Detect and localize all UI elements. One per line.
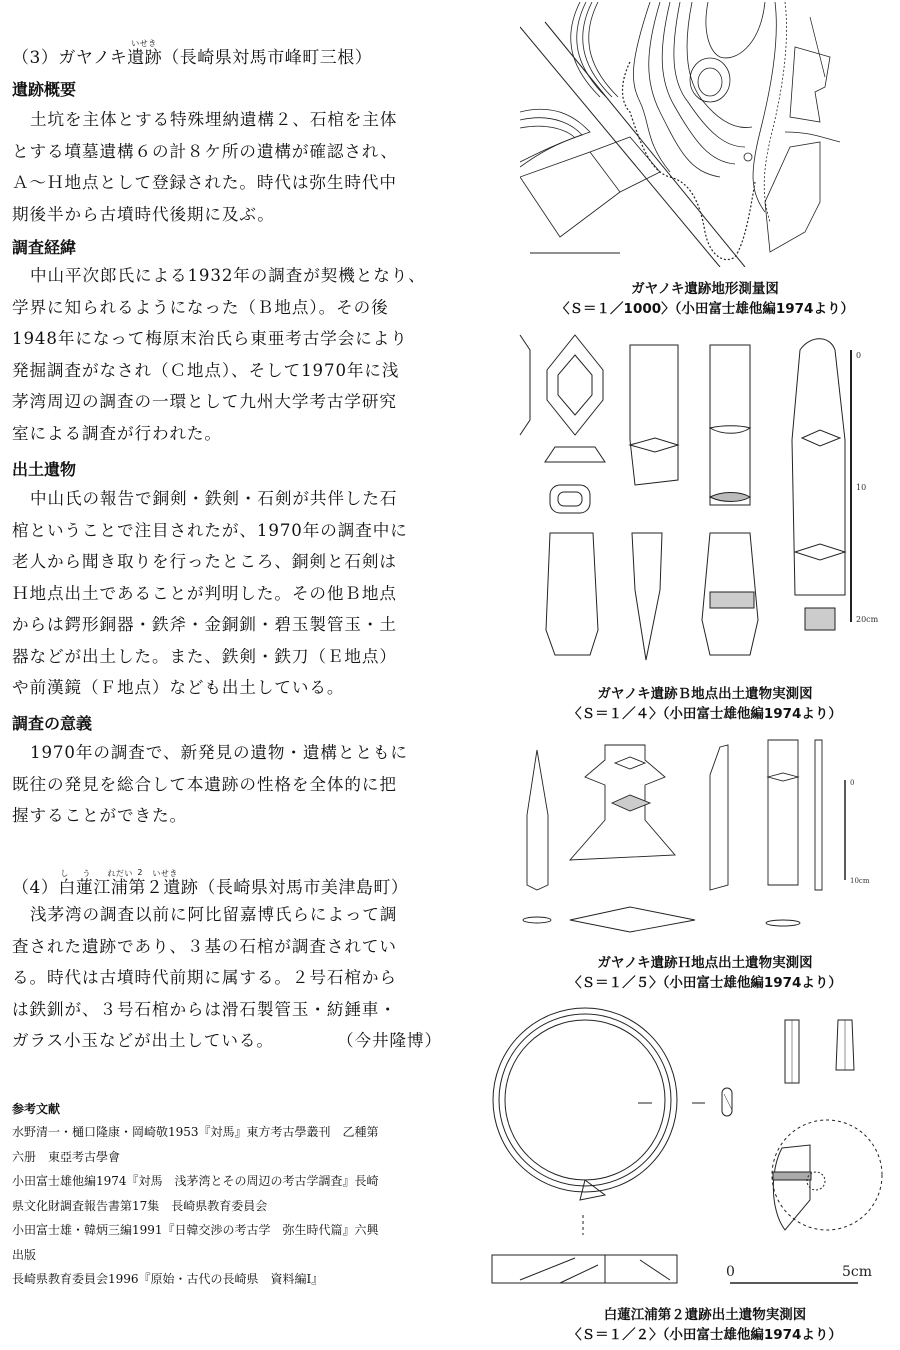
- section-4-title-name: し う れだい 2 いせき 白蓮江浦第２遺跡: [58, 868, 199, 898]
- text-line: ガラス小玉などが出土している。 （今井隆博）: [12, 1025, 442, 1057]
- text-line: 査された遺跡であり、３基の石棺が調査されてい: [12, 936, 397, 956]
- reference-line: 六册 東亞考古學會: [12, 1149, 121, 1164]
- text-line: 器などが出土した。また、鉄剣・鉄刀（Ｅ地点）: [12, 646, 397, 666]
- text-line: 1948年になって梅原末治氏ら東亜考古学会により: [12, 329, 408, 348]
- text-line: からは鍔形銅器・鉄斧・金銅釧・碧玉製管玉・土: [12, 615, 397, 634]
- topographic-map-figure: [520, 2, 840, 267]
- scale-label: 20cm: [856, 615, 879, 624]
- reference-line: 小田富士雄他編1974『対馬 浅茅湾とその周辺の考古学調査』長崎: [12, 1174, 379, 1188]
- scale-label: 5cm: [842, 1264, 873, 1280]
- text-line: る。時代は古墳時代前期に属する。２号石棺から: [12, 968, 397, 987]
- figure-3-caption: [510, 953, 900, 993]
- ruby-text: れだい: [107, 869, 133, 878]
- figure-3-caption-scale: 〈Ｓ＝１／５〉（小田富士雄他編1974より）: [568, 975, 842, 991]
- paragraph-overview: [12, 104, 442, 230]
- reference-line: 出版: [12, 1247, 37, 1262]
- text-line: や前漢鏡（Ｆ地点）なども出土している。: [12, 678, 345, 697]
- heading-overview: 遺跡概要: [12, 80, 77, 99]
- section-3-title-prefix: （3）ガヤノキ: [12, 48, 128, 68]
- scale-label: 10: [856, 483, 867, 492]
- text-line: 室による調査が行われた。: [12, 423, 222, 443]
- ruby-text: う: [82, 869, 91, 878]
- text-line: とする墳墓遺構６の計８ケ所の遺構が確認され、: [12, 141, 398, 161]
- figure-1-caption-title: ガヤノキ遺跡地形測量図: [631, 281, 779, 297]
- h-point-artifacts-figure: [510, 735, 900, 935]
- shirouradai-artifacts-figure: [480, 1000, 900, 1295]
- ruby-text: いせき: [152, 869, 178, 878]
- text-line: 期後半から古墳時代後期に及ぶ。: [12, 204, 275, 224]
- paragraph-significance: [12, 737, 442, 832]
- section-4-title-prefix: （4）: [12, 878, 59, 898]
- author-name: （今井隆博）: [337, 1031, 442, 1050]
- text-line: Ａ～Ｈ地点として登録された。時代は弥生時代中: [12, 173, 397, 192]
- text-line: 茅湾周辺の調査の一環として九州大学考古学研究: [12, 392, 397, 411]
- text-line: Ｈ地点出土であることが判明した。その他Ｂ地点: [12, 583, 397, 603]
- figure-2-caption-title: ガヤノキ遺跡Ｂ地点出土遺物実測図: [597, 686, 813, 702]
- figure-1-caption-scale: 〈Ｓ＝１／1000〉（小田富士雄他編1974より）: [556, 301, 854, 317]
- heading-significance: 調査の意義: [12, 714, 93, 733]
- scale-label: 10cm: [850, 877, 870, 885]
- figure-4-caption-scale: 〈Ｓ＝１／２〉（小田富士雄他編1974より）: [568, 1327, 842, 1343]
- paragraph-history: [12, 260, 442, 449]
- ruby-text: いせき: [131, 39, 157, 48]
- text-line: 棺ということで注目されたが、1970年の調査中に: [12, 520, 408, 540]
- figure-4-caption: [510, 1305, 900, 1345]
- text-line: 1970年の調査で、新発見の遺物・遺構とともに: [30, 743, 408, 762]
- scale-label: 0: [856, 351, 862, 360]
- reference-line: 水野清一・樋口隆康・岡崎敬1953『対馬』東方考古學叢刊 乙種第: [12, 1125, 379, 1139]
- text-line: 中山氏の報告で銅剣・鉄剣・石剣が共伴した石: [30, 489, 398, 508]
- text-line: 中山平次郎氏による1932年の調査が契機となり、: [30, 266, 426, 285]
- references-list: [12, 1120, 442, 1292]
- figure-4-caption-title: 白蓮江浦第２遺跡出土遺物実測図: [603, 1307, 807, 1323]
- text-line: は鉄釧が、３号石棺からは滑石製管玉・紡錘車・: [12, 999, 397, 1019]
- ruby-text: 2: [137, 868, 143, 877]
- text-line: 学界に知られるようになった（Ｂ地点）。その後: [12, 297, 389, 317]
- section-4-title: [12, 868, 409, 898]
- text-line: 握することができた。: [12, 806, 187, 825]
- text-line: 老人から聞き取りを行ったところ、銅剣と石剣は: [12, 552, 397, 571]
- text-line: 土坑を主体とする特殊埋納遺構２、石棺を主体: [30, 110, 398, 129]
- figure-1-caption: [510, 279, 900, 319]
- heading-history: 調査経緯: [12, 238, 77, 257]
- section-4-location: （長崎県対馬市美津島町）: [198, 878, 409, 898]
- reference-line: 長崎県教育委員会1996『原始・古代の長崎県 資料編Ⅰ』: [12, 1272, 324, 1286]
- references-heading: 参考文献: [12, 1102, 61, 1116]
- section-3-title-ruby-word: いせき 遺跡: [127, 39, 163, 68]
- text-line: 発掘調査がなされ（Ｃ地点）、そして1970年に浅: [12, 360, 400, 380]
- reference-line: 小田富士雄・韓炳三編1991『日韓交渉の考古学 弥生時代篇』六興: [12, 1223, 379, 1237]
- section-3-location: （長崎県対馬市峰町三根）: [162, 48, 373, 68]
- figure-2-caption: [510, 684, 900, 724]
- text-line: 既往の発見を総合して本遺跡の性格を全体的に把: [12, 774, 397, 794]
- paragraph-shirouradai: [12, 899, 442, 1057]
- text-line: 浅茅湾の調査以前に阿比留嘉博氏らによって調: [30, 905, 398, 924]
- b-point-artifacts-figure: [510, 330, 900, 675]
- section-3-title: [12, 39, 373, 68]
- ruby-text: し: [60, 869, 69, 878]
- figure-2-caption-scale: 〈Ｓ＝１／４〉（小田富士雄他編1974より）: [568, 706, 842, 722]
- reference-line: 県文化財調査報告書第17集 長崎県教育委員会: [12, 1198, 268, 1213]
- scale-label: 0: [726, 1264, 735, 1280]
- heading-artifacts: 出土遺物: [12, 460, 77, 479]
- figure-3-caption-title: ガヤノキ遺跡Ｈ地点出土遺物実測図: [597, 955, 813, 971]
- scale-label: 0: [850, 779, 855, 787]
- paragraph-artifacts: [12, 483, 442, 704]
